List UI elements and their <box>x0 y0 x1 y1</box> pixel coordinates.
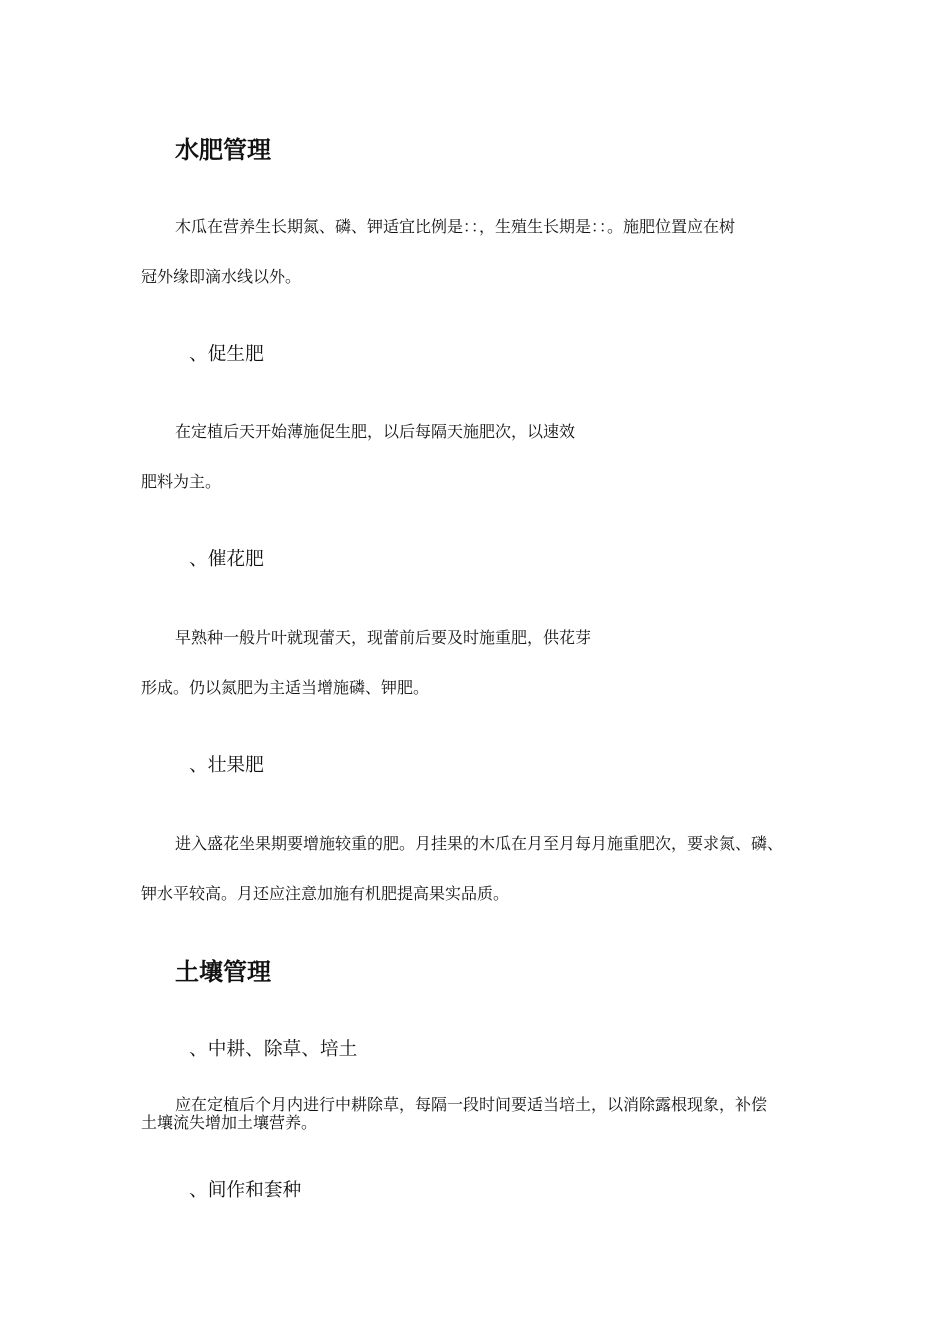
subsection-title-intercropping: 、间作和套种 <box>189 1180 302 1201</box>
paragraph-flower-line1: 早熟种一般片叶就现蕾天，现蕾前后要及时施重肥，供花芽 <box>175 628 592 647</box>
subsection-title-fruit-fertilizer: 、壮果肥 <box>189 755 264 776</box>
paragraph-intro-line2: 冠外缘即滴水线以外。 <box>141 267 302 286</box>
paragraph-tillage-line1: 应在定植后个月内进行中耕除草，每隔一段时间要适当培土，以消除露根现象，补偿 <box>175 1095 768 1114</box>
paragraph-flower-line2: 形成。仍以氮肥为主适当增施磷、钾肥。 <box>141 678 430 697</box>
paragraph-intro-line1: 木瓜在营养生长期氮、磷、钾适宜比例是：：，生殖生长期是：：。施肥位置应在树 <box>175 217 736 236</box>
paragraph-tillage-line2: 土壤流失增加土壤营养。 <box>141 1113 318 1132</box>
section-title-fertilizer: 水肥管理 <box>175 136 271 164</box>
subsection-title-flower-fertilizer: 、催花肥 <box>189 549 264 570</box>
paragraph-fruit-line2: 钾水平较高。月还应注意加施有机肥提高果实品质。 <box>141 884 510 903</box>
paragraph-growth-line1: 在定植后天开始薄施促生肥，以后每隔天施肥次，以速效 <box>175 422 576 441</box>
subsection-title-growth-fertilizer: 、促生肥 <box>189 344 264 365</box>
subsection-title-tillage: 、中耕、除草、培土 <box>189 1039 358 1060</box>
section-title-soil: 土壤管理 <box>175 958 271 986</box>
paragraph-growth-line2: 肥料为主。 <box>141 472 222 491</box>
paragraph-fruit-line1: 进入盛花坐果期要增施较重的肥。月挂果的木瓜在月至月每月施重肥次，要求氮、磷、 <box>175 834 784 853</box>
